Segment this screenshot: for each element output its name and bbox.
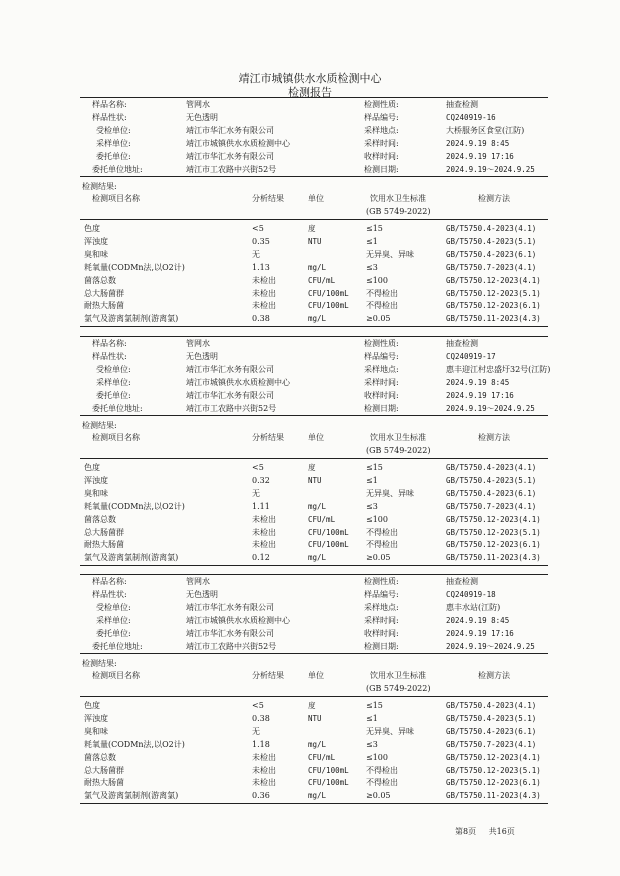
item-name: 臭和味 — [84, 488, 108, 498]
item-standard: 不得检出 — [366, 540, 398, 550]
item-standard: 不得检出 — [366, 778, 398, 788]
item-method: GB/T5750.12-2023(6.1) — [446, 301, 541, 311]
table-row — [0, 538, 620, 551]
item-standard: 不得检出 — [366, 301, 398, 311]
item-name: 总大肠菌群 — [84, 288, 124, 298]
item-method: GB/T5750.12-2023(5.1) — [446, 527, 541, 537]
item-method: GB/T5750.12-2023(4.1) — [446, 752, 541, 762]
item-method: GB/T5750.7-2023(4.1) — [446, 501, 537, 511]
item-standard: ≤3 — [366, 262, 378, 272]
table-header-standard — [0, 205, 620, 218]
col-result-header: 分析结果 — [252, 671, 284, 680]
col-method-header: 检测方法 — [478, 194, 510, 203]
sampling-unit-value: 靖江市城镇供水水质检测中心 — [186, 138, 290, 148]
item-standard: ≥0.05 — [366, 553, 391, 563]
client-address-value: 靖江市工农路中兴街52号 — [186, 403, 277, 413]
divider-line — [80, 415, 548, 416]
table-row — [0, 222, 620, 235]
item-result: 无 — [252, 249, 260, 259]
item-method: GB/T5750.4-2023(4.1) — [446, 701, 537, 710]
divider-line — [80, 219, 548, 220]
item-standard: ≥0.05 — [366, 791, 391, 801]
sampling-time-value: 2024.9.19 8:45 — [446, 138, 510, 148]
test-nature-value: 抽查检测 — [446, 577, 478, 586]
col-unit-header: 单位 — [308, 433, 324, 442]
item-result: 未检出 — [252, 540, 276, 550]
col-method-header: 检测方法 — [478, 671, 510, 680]
test-date-value: 2024.9.19～2024.9.25 — [446, 403, 535, 413]
sample-info-row — [0, 363, 620, 376]
sample-info-row — [0, 575, 620, 588]
sampling-time-value: 2024.9.19 8:45 — [446, 615, 510, 625]
item-method: GB/T5750.12-2023(5.1) — [446, 288, 541, 298]
sample-info-row — [0, 588, 620, 601]
divider-line — [80, 565, 548, 566]
item-method: GB/T5750.12-2023(6.1) — [446, 778, 541, 788]
item-name: 总大肠菌群 — [84, 527, 124, 537]
sample-info-row — [0, 98, 620, 111]
sampling-site-value: 惠丰迎江村忠盛圩32号(江防) — [446, 364, 551, 374]
sample-name-value: 管网水 — [186, 100, 210, 109]
sampling-unit-label: 采样单位: — [96, 138, 131, 148]
item-result: 未检出 — [252, 752, 276, 762]
item-name: 臭和味 — [84, 249, 108, 259]
sample-info-row — [0, 163, 620, 176]
test-date-label: 检测日期: — [364, 164, 399, 174]
item-standard: ≤15 — [366, 701, 383, 710]
sample-no-value: CQ240919-17 — [446, 351, 496, 361]
sample-name-value: 管网水 — [186, 339, 210, 348]
item-method: GB/T5750.7-2023(4.1) — [446, 739, 537, 749]
sample-traits-value: 无色透明 — [186, 351, 218, 361]
sample-no-label: 样品编号: — [364, 112, 399, 122]
item-result: <5 — [252, 701, 264, 710]
divider-line — [80, 653, 548, 654]
item-result: 0.35 — [252, 236, 270, 246]
col-standard-code: (GB 5749-2022) — [366, 684, 431, 693]
sample-name-value: 管网水 — [186, 577, 210, 586]
test-nature-label: 检测性质: — [364, 100, 399, 109]
sample-info-row — [0, 111, 620, 124]
item-name: 耗氧量(CODMn法,以O2计) — [84, 501, 185, 511]
table-row — [0, 287, 620, 300]
sample-traits-label: 样品性状: — [92, 351, 127, 361]
table-row — [0, 776, 620, 789]
item-method: GB/T5750.12-2023(6.1) — [446, 540, 541, 550]
item-standard: ≤15 — [366, 224, 383, 233]
item-standard: 无异臭、异味 — [366, 488, 414, 498]
col-unit-header: 单位 — [308, 671, 324, 680]
table-row — [0, 461, 620, 474]
test-date-label: 检测日期: — [364, 403, 399, 413]
test-nature-label: 检测性质: — [364, 577, 399, 586]
col-method-header: 检测方法 — [478, 433, 510, 442]
item-name: 氯气及游离氯制剂(游离氯) — [84, 791, 179, 801]
item-unit: NTU — [308, 713, 322, 723]
test-nature-label: 检测性质: — [364, 339, 399, 348]
item-standard: ≤1 — [366, 475, 378, 485]
item-result: 无 — [252, 488, 260, 498]
item-standard: ≤100 — [366, 275, 388, 285]
table-row — [0, 751, 620, 764]
item-name: 浑浊度 — [84, 475, 108, 485]
item-name: 臭和味 — [84, 726, 108, 736]
client-unit-value: 靖江市华汇水务有限公司 — [186, 390, 274, 400]
client-address-label: 委托单位地址: — [92, 641, 143, 651]
item-standard: 不得检出 — [366, 288, 398, 298]
table-row — [0, 487, 620, 500]
item-name: 耗氧量(CODMn法,以O2计) — [84, 739, 185, 749]
item-name: 耐热大肠菌 — [84, 301, 124, 311]
item-standard: ≤100 — [366, 752, 388, 762]
receipt-time-label: 收样时间: — [364, 151, 399, 161]
client-unit-label: 委托单位: — [96, 628, 131, 638]
receipt-time-value: 2024.9.19 17:16 — [446, 628, 514, 638]
receiving-unit-value: 靖江市华汇水务有限公司 — [186, 125, 274, 135]
item-name: 菌落总数 — [84, 275, 116, 285]
item-result: <5 — [252, 463, 264, 472]
item-method: GB/T5750.4-2023(5.1) — [446, 713, 537, 723]
receipt-time-value: 2024.9.19 17:16 — [446, 151, 514, 161]
item-method: GB/T5750.4-2023(6.1) — [446, 726, 537, 736]
table-row — [0, 526, 620, 539]
item-result: 未检出 — [252, 288, 276, 298]
table-row — [0, 551, 620, 564]
divider-line — [80, 326, 548, 327]
col-standard-header: 饮用水卫生标准 — [370, 194, 426, 203]
item-name: 耐热大肠菌 — [84, 778, 124, 788]
table-row — [0, 274, 620, 287]
item-name: 色度 — [84, 224, 100, 233]
table-header — [0, 669, 620, 682]
item-result: 0.38 — [252, 314, 270, 324]
receiving-unit-value: 靖江市华汇水务有限公司 — [186, 364, 274, 374]
item-name: 总大肠菌群 — [84, 765, 124, 775]
divider-line — [80, 458, 548, 459]
item-unit: CFU/100mL — [308, 778, 349, 788]
col-standard-header: 饮用水卫生标准 — [370, 433, 426, 442]
col-item-header: 检测项目名称 — [92, 433, 140, 442]
item-result: 未检出 — [252, 514, 276, 524]
page-footer — [455, 826, 525, 837]
sample-name-label: 样品名称: — [92, 339, 127, 348]
item-unit: 度 — [308, 701, 316, 710]
item-name: 菌落总数 — [84, 752, 116, 762]
sample-info-row — [0, 389, 620, 402]
client-unit-value: 靖江市华汇水务有限公司 — [186, 151, 274, 161]
col-result-header: 分析结果 — [252, 433, 284, 442]
col-standard-code: (GB 5749-2022) — [366, 207, 431, 216]
item-result: 0.38 — [252, 713, 270, 723]
item-unit: 度 — [308, 224, 316, 233]
sample-no-value: CQ240919-16 — [446, 112, 496, 122]
results-label: 检测结果: — [82, 421, 117, 430]
item-name: 氯气及游离氯制剂(游离氯) — [84, 314, 179, 324]
col-result-header: 分析结果 — [252, 194, 284, 203]
sample-info-row — [0, 601, 620, 614]
table-row — [0, 513, 620, 526]
client-unit-value: 靖江市华汇水务有限公司 — [186, 628, 274, 638]
sample-name-label: 样品名称: — [92, 577, 127, 586]
col-unit-header: 单位 — [308, 194, 324, 203]
receiving-unit-value: 靖江市华汇水务有限公司 — [186, 602, 274, 612]
client-address-label: 委托单位地址: — [92, 164, 143, 174]
item-name: 氯气及游离氯制剂(游离氯) — [84, 553, 179, 563]
col-item-header: 检测项目名称 — [92, 671, 140, 680]
sample-no-label: 样品编号: — [364, 351, 399, 361]
client-unit-label: 委托单位: — [96, 390, 131, 400]
table-header — [0, 192, 620, 205]
item-unit: mg/L — [308, 553, 327, 563]
item-unit: CFU/100mL — [308, 301, 349, 311]
item-result: 未检出 — [252, 301, 276, 311]
receipt-time-value: 2024.9.19 17:16 — [446, 390, 514, 400]
item-method: GB/T5750.4-2023(6.1) — [446, 488, 537, 498]
item-standard: 不得检出 — [366, 765, 398, 775]
item-unit: CFU/mL — [308, 752, 336, 762]
sampling-unit-label: 采样单位: — [96, 377, 131, 387]
test-nature-value: 抽查检测 — [446, 100, 478, 109]
item-name: 色度 — [84, 701, 100, 710]
receiving-unit-label: 受检单位: — [96, 125, 131, 135]
item-unit: CFU/mL — [308, 514, 336, 524]
sample-info-row — [0, 376, 620, 389]
sample-traits-label: 样品性状: — [92, 112, 127, 122]
item-standard: ≤1 — [366, 236, 378, 246]
results-label: 检测结果: — [82, 182, 117, 191]
item-name: 菌落总数 — [84, 514, 116, 524]
item-result: 0.32 — [252, 475, 270, 485]
item-result: 无 — [252, 726, 260, 736]
item-unit: mg/L — [308, 791, 327, 801]
item-unit: mg/L — [308, 739, 327, 749]
table-row — [0, 474, 620, 487]
item-result: 未检出 — [252, 778, 276, 788]
item-method: GB/T5750.4-2023(6.1) — [446, 249, 537, 259]
item-name: 浑浊度 — [84, 236, 108, 246]
item-standard: ≤3 — [366, 501, 378, 511]
item-method: GB/T5750.11-2023(4.3) — [446, 791, 541, 801]
sampling-time-label: 采样时间: — [364, 138, 399, 148]
sampling-site-label: 采样地点: — [364, 125, 399, 135]
sample-name-label: 样品名称: — [92, 100, 127, 109]
page-number: 第8页 — [455, 827, 477, 836]
table-header-standard — [0, 444, 620, 457]
client-address-label: 委托单位地址: — [92, 403, 143, 413]
item-result: 1.11 — [252, 501, 270, 511]
sample-traits-label: 样品性状: — [92, 589, 127, 599]
test-date-value: 2024.9.19～2024.9.25 — [446, 164, 535, 174]
divider-line — [80, 696, 548, 697]
item-method: GB/T5750.7-2023(4.1) — [446, 262, 537, 272]
item-method: GB/T5750.4-2023(4.1) — [446, 463, 537, 472]
sampling-site-value: 惠丰水站(江防) — [446, 602, 501, 612]
item-result: 1.18 — [252, 739, 270, 749]
item-unit: CFU/100mL — [308, 540, 349, 550]
item-method: GB/T5750.12-2023(5.1) — [446, 765, 541, 775]
sample-info-row — [0, 640, 620, 653]
test-date-label: 检测日期: — [364, 641, 399, 651]
test-nature-value: 抽查检测 — [446, 339, 478, 348]
table-row — [0, 299, 620, 312]
table-row — [0, 500, 620, 513]
client-unit-label: 委托单位: — [96, 151, 131, 161]
item-unit: CFU/100mL — [308, 527, 349, 537]
report-title: 检测报告 — [288, 86, 332, 99]
sample-no-value: CQ240919-18 — [446, 589, 496, 599]
table-row — [0, 764, 620, 777]
sample-info-row — [0, 627, 620, 640]
item-standard: 无异臭、异味 — [366, 249, 414, 259]
sampling-unit-value: 靖江市城镇供水水质检测中心 — [186, 615, 290, 625]
item-result: 1.13 — [252, 262, 270, 272]
sample-info-row — [0, 402, 620, 415]
item-result: 0.36 — [252, 791, 270, 801]
sample-info-row — [0, 124, 620, 137]
table-row — [0, 235, 620, 248]
sampling-site-value: 大桥服务区食堂(江防) — [446, 125, 525, 135]
item-result: <5 — [252, 224, 264, 233]
item-unit: NTU — [308, 236, 322, 246]
report-org-title: 靖江市城镇供水水质检测中心 — [238, 72, 382, 85]
table-row — [0, 712, 620, 725]
table-row — [0, 312, 620, 325]
item-name: 耗氧量(CODMn法,以O2计) — [84, 262, 185, 272]
sample-info-row — [0, 150, 620, 163]
receiving-unit-label: 受检单位: — [96, 602, 131, 612]
item-unit: 度 — [308, 463, 316, 472]
item-name: 耐热大肠菌 — [84, 540, 124, 550]
receipt-time-label: 收样时间: — [364, 628, 399, 638]
table-row — [0, 699, 620, 712]
sample-traits-value: 无色透明 — [186, 112, 218, 122]
table-row — [0, 725, 620, 738]
item-unit: CFU/100mL — [308, 288, 349, 298]
item-result: 未检出 — [252, 765, 276, 775]
item-unit: mg/L — [308, 501, 327, 511]
client-address-value: 靖江市工农路中兴街52号 — [186, 641, 277, 651]
sampling-unit-label: 采样单位: — [96, 615, 131, 625]
table-header-standard — [0, 682, 620, 695]
sample-info-row — [0, 614, 620, 627]
sampling-time-value: 2024.9.19 8:45 — [446, 377, 510, 387]
item-method: GB/T5750.4-2023(5.1) — [446, 475, 537, 485]
sample-no-label: 样品编号: — [364, 589, 399, 599]
receiving-unit-label: 受检单位: — [96, 364, 131, 374]
item-standard: 无异臭、异味 — [366, 726, 414, 736]
item-standard: ≤15 — [366, 463, 383, 472]
table-row — [0, 789, 620, 802]
sample-info-row — [0, 337, 620, 350]
sample-traits-value: 无色透明 — [186, 589, 218, 599]
sampling-unit-value: 靖江市城镇供水水质检测中心 — [186, 377, 290, 387]
receipt-time-label: 收样时间: — [364, 390, 399, 400]
col-standard-code: (GB 5749-2022) — [366, 446, 431, 455]
divider-line — [80, 803, 548, 804]
item-unit: mg/L — [308, 262, 327, 272]
item-standard: ≤1 — [366, 713, 378, 723]
item-standard: ≥0.05 — [366, 314, 391, 324]
item-standard: ≤100 — [366, 514, 388, 524]
col-item-header: 检测项目名称 — [92, 194, 140, 203]
item-unit: NTU — [308, 475, 322, 485]
item-unit: CFU/mL — [308, 275, 336, 285]
sample-info-row — [0, 350, 620, 363]
item-name: 色度 — [84, 463, 100, 472]
table-row — [0, 738, 620, 751]
sample-info-row — [0, 137, 620, 150]
table-header — [0, 431, 620, 444]
page-total: 共16页 — [488, 827, 515, 836]
item-method: GB/T5750.12-2023(4.1) — [446, 275, 541, 285]
item-method: GB/T5750.11-2023(4.3) — [446, 314, 541, 324]
item-standard: 不得检出 — [366, 527, 398, 537]
table-row — [0, 248, 620, 261]
item-method: GB/T5750.11-2023(4.3) — [446, 553, 541, 563]
item-method: GB/T5750.12-2023(4.1) — [446, 514, 541, 524]
item-method: GB/T5750.4-2023(4.1) — [446, 224, 537, 233]
divider-line — [80, 176, 548, 177]
sampling-site-label: 采样地点: — [364, 602, 399, 612]
sampling-time-label: 采样时间: — [364, 377, 399, 387]
item-method: GB/T5750.4-2023(5.1) — [446, 236, 537, 246]
item-result: 0.12 — [252, 553, 270, 563]
sampling-time-label: 采样时间: — [364, 615, 399, 625]
item-result: 未检出 — [252, 275, 276, 285]
table-row — [0, 261, 620, 274]
client-address-value: 靖江市工农路中兴街52号 — [186, 164, 277, 174]
test-date-value: 2024.9.19～2024.9.25 — [446, 641, 535, 651]
item-name: 浑浊度 — [84, 713, 108, 723]
sampling-site-label: 采样地点: — [364, 364, 399, 374]
item-unit: mg/L — [308, 314, 327, 324]
item-result: 未检出 — [252, 527, 276, 537]
item-standard: ≤3 — [366, 739, 378, 749]
item-unit: CFU/100mL — [308, 765, 349, 775]
results-label: 检测结果: — [82, 659, 117, 668]
col-standard-header: 饮用水卫生标准 — [370, 671, 426, 680]
